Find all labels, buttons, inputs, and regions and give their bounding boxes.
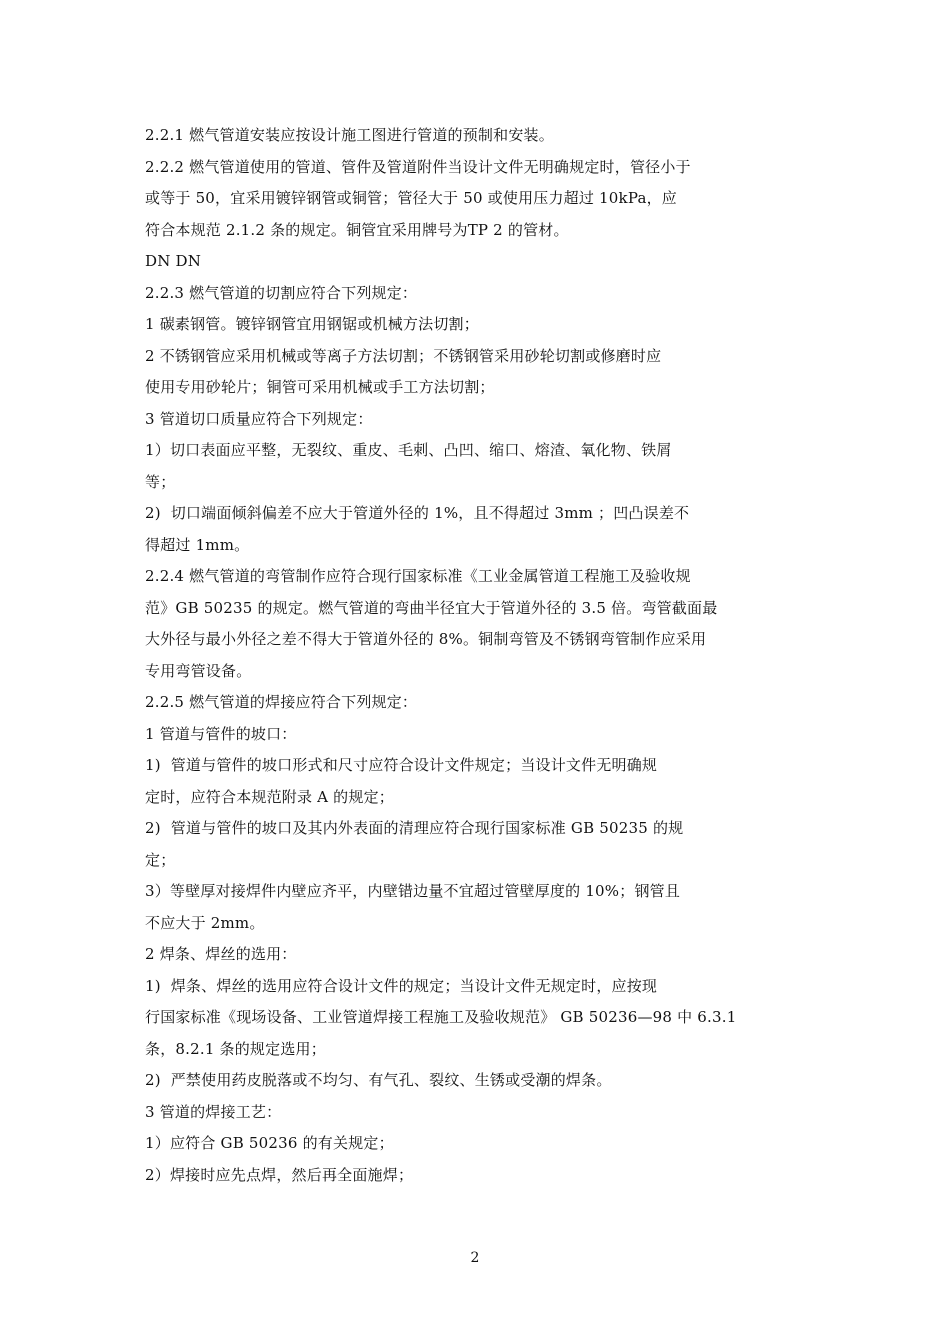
text-line: 2 焊条、焊丝的选用：: [145, 945, 297, 963]
text-line: 3 管道切口质量应符合下列规定：: [145, 409, 373, 428]
text-line: 1）切口表面应平整，无裂纹、重皮、毛刺、凸凹、缩口、熔渣、氧化物、铁屑: [145, 441, 672, 459]
text-line: 2 不锈钢管应采用机械或等离子方法切割；不锈钢管采用砂轮切割或修磨时应: [145, 346, 662, 365]
text-line: 3）等壁厚对接焊件内壁应齐平，内壁错边量不宜超过管壁厚度的 10%；钢管且: [145, 882, 681, 900]
text-line: 1) 焊条、焊丝的选用应符合设计文件的规定；当设计文件无规定时，应按现: [145, 976, 658, 995]
text-line: 2.2.3 燃气管道的切割应符合下列规定：: [145, 283, 418, 302]
text-line: 或等于 50，宜采用镀锌钢管或铜管；管径大于 50 或使用压力超过 10kPa，应: [145, 189, 677, 207]
text-line: 大外径与最小外径之差不得大于管道外径的 8%。铜制弯管及不锈钢弯管制作应采用: [145, 630, 707, 648]
text-line: 专用弯管设备。: [145, 661, 252, 680]
text-line: 1) 管道与管件的坡口形式和尺寸应符合设计文件规定；当设计文件无明确规: [145, 756, 658, 774]
text-line: 定；: [145, 850, 176, 869]
page-number: 2: [470, 1250, 480, 1266]
text-line: 不应大于 2mm。: [145, 913, 265, 932]
text-line: 2）焊接时应先点焊，然后再全面施焊；: [145, 1165, 414, 1184]
text-line: 2.2.4 燃气管道的弯管制作应符合现行国家标准《工业金属管道工程施工及验收规: [145, 567, 691, 585]
text-line: 1）应符合 GB 50236 的有关规定；: [145, 1134, 394, 1152]
text-line: 行国家标准《现场设备、工业管道焊接工程施工及验收规范》 GB 50236—98 中 6.3.1: [145, 1008, 737, 1026]
text-line: 使用专用砂轮片；铜管可采用机械或手工方法切割；: [145, 378, 495, 396]
text-line: 2) 切口端面倾斜偏差不应大于管道外径的 1%，且不得超过 3mm ；凹凸误差不: [145, 504, 690, 522]
text-line: 定时，应符合本规范附录 A 的规定；: [145, 787, 394, 806]
text-line: 符合本规范 2.1.2 条的规定。铜管宜采用牌号为TP 2 的管材。: [145, 220, 569, 239]
text-line: 2.2.2 燃气管道使用的管道、管件及管道附件当设计文件无明确规定时，管径小于: [145, 157, 691, 176]
text-line: DN DN: [145, 252, 202, 270]
text-line: 2) 管道与管件的坡口及其内外表面的清理应符合现行国家标准 GB 50235 的规: [145, 819, 684, 837]
text-line: 3 管道的焊接工艺：: [145, 1102, 282, 1121]
text-line: 条，8.2.1 条的规定选用；: [145, 1039, 326, 1058]
text-line: 2.2.5 燃气管道的焊接应符合下列规定：: [145, 693, 418, 711]
text-line: 1 管道与管件的坡口：: [145, 724, 297, 743]
text-line: 得超过 1mm。: [145, 535, 250, 554]
text-line: 范》GB 50235 的规定。燃气管道的弯曲半径宜大于管道外径的 3.5 倍。弯管截面最: [145, 598, 718, 617]
text-line: 2.2.1 燃气管道安装应按设计施工图进行管道的预制和安装。: [145, 126, 554, 144]
text-line: 等；: [145, 472, 176, 491]
text-line: 2) 严禁使用药皮脱落或不均匀、有气孔、裂纹、生锈或受潮的焊条。: [145, 1071, 612, 1089]
body-text: [145, 120, 805, 1191]
text-line: 1 碳素钢管。镀锌钢管宜用钢锯或机械方法切割；: [145, 315, 479, 333]
